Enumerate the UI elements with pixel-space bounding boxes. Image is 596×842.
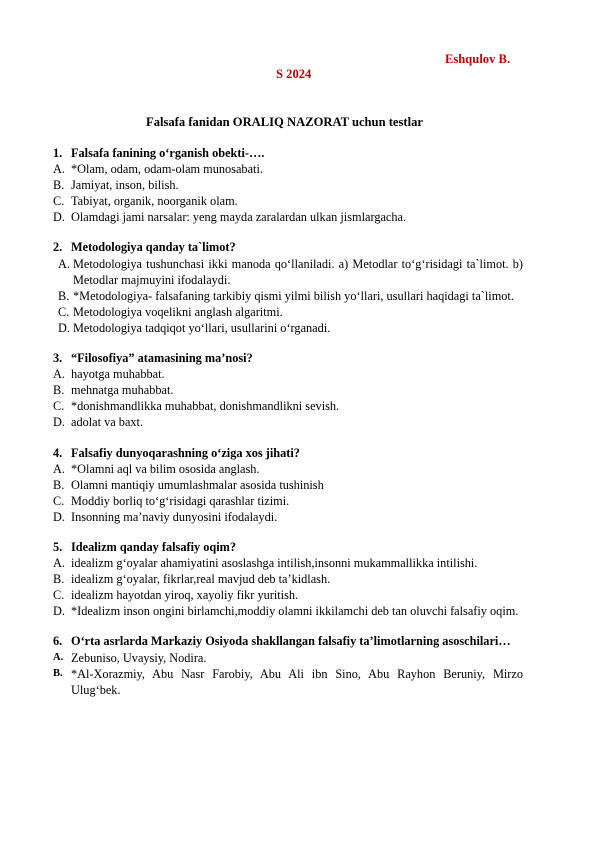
option-letter: D.	[53, 604, 65, 619]
option-letter: A.	[58, 256, 70, 271]
question-text: Falsafa fanining o‘rganish obekti-….	[71, 146, 265, 160]
question-number: 1.	[53, 146, 63, 160]
option-text: Moddiy borliq to‘g‘risidagi qarashlar tizimi.	[71, 493, 290, 508]
option-letter: D.	[53, 415, 65, 430]
answer-option	[53, 288, 523, 304]
answer-option	[53, 256, 523, 288]
option-text: idealizm g‘oyalar ahamiyatini asoslashga intilish,insonni mukammallikka intilishi.	[71, 556, 478, 571]
option-text: *Metodologiya- falsafaning tarkibiy qismi yilmi bilish yo‘llari, usullari haqidagi ta`limot.	[73, 288, 514, 303]
document-code: S 2024	[276, 67, 312, 81]
answer-option	[53, 571, 523, 587]
option-letter: C.	[53, 194, 65, 209]
option-letter: A.	[53, 461, 65, 476]
answer-option	[53, 209, 523, 225]
answer-option	[53, 366, 523, 382]
question-4	[53, 445, 523, 525]
option-text: Insonning ma’naviy dunyosini ifodalaydi.	[71, 509, 278, 524]
answer-option	[53, 587, 523, 603]
option-text: Jamiyat, inson, bilish.	[71, 178, 179, 193]
answer-option	[53, 304, 523, 320]
option-text: hayotga muhabbat.	[71, 367, 165, 382]
option-letter: C.	[53, 588, 65, 603]
option-letter: B.	[53, 178, 65, 193]
option-text: Olamni mantiqiy umumlashmalar asosida tushinish	[71, 477, 324, 492]
option-text: Zebuniso, Uvaysiy, Nodira.	[71, 650, 207, 665]
answer-option	[53, 477, 523, 493]
option-letter: A.	[53, 651, 64, 663]
question-number: 3.	[53, 351, 63, 366]
answer-option	[53, 509, 523, 525]
question-heading	[53, 445, 523, 461]
option-text: mehnatga muhabbat.	[71, 383, 174, 398]
option-letter: D.	[53, 509, 65, 524]
page-title: Falsafa fanidan ORALIQ NAZORAT uchun testlar	[146, 115, 423, 129]
answer-option	[53, 161, 523, 177]
question-2	[53, 239, 523, 336]
question-list	[53, 145, 523, 712]
option-text: *Idealizm inson ongini birlamchi,moddiy olamni ikkilamchi deb tan oluvchi falsafiy oqim.	[71, 604, 519, 619]
option-letter: B.	[58, 288, 70, 303]
option-letter: C.	[58, 304, 70, 319]
option-text: idealizm hayotdan yiroq, xayoliy fikr yuritish.	[71, 588, 299, 603]
question-number: 5.	[53, 539, 63, 554]
answer-option	[53, 414, 523, 430]
answer-option	[53, 603, 523, 619]
question-number: 2.	[53, 240, 63, 255]
question-heading	[53, 350, 523, 366]
answer-option	[53, 650, 523, 666]
answer-option	[53, 382, 523, 398]
answer-option	[53, 555, 523, 571]
question-text: O‘rta asrlarda Markaziy Osiyoda shakllangan falsafiy ta’limotlarning asoschilari…	[71, 634, 511, 649]
question-text: Idealizm qanday falsafiy oqim?	[71, 539, 236, 554]
option-letter: B.	[53, 572, 65, 587]
option-letter: A.	[53, 162, 65, 177]
question-text: “Filosofiya” atamasining ma’nosi?	[71, 351, 253, 366]
option-text: *donishmandlikka muhabbat, donishmandlikni sevish.	[71, 399, 340, 414]
option-text: Metodologiya tushunchasi ikki manoda qo‘llaniladi. a) Metodlar to‘g‘risidagi ta`limot. b) Metodlar majmuyini ifodalaydi.	[73, 256, 523, 287]
question-3	[53, 350, 523, 430]
option-text: *Olam, odam, odam-olam munosabati.	[71, 162, 263, 177]
question-1	[53, 145, 523, 225]
option-text: Metodologiya voqelikni anglash algaritmi.	[73, 304, 283, 319]
question-heading	[53, 633, 523, 649]
answer-option	[53, 493, 523, 509]
question-text: Metodologiya qanday ta`limot?	[71, 240, 236, 255]
option-letter: B.	[53, 477, 65, 492]
option-letter: B.	[53, 667, 63, 679]
question-number: 4.	[53, 445, 63, 460]
option-letter: C.	[53, 399, 65, 414]
answer-option	[53, 398, 523, 414]
option-letter: D.	[58, 320, 70, 335]
author-name: Eshqulov B.	[445, 52, 511, 66]
option-text: idealizm g‘oyalar, fikrlar,real mavjud deb ta’kidlash.	[71, 572, 331, 587]
option-text: Metodologiya tadqiqot yo‘llari, usullarini o‘rganadi.	[73, 320, 331, 335]
option-letter: A.	[53, 556, 65, 571]
option-text: *Olamni aql va bilim ososida anglash.	[71, 461, 260, 476]
question-heading	[53, 145, 523, 161]
question-6	[53, 633, 523, 697]
option-letter: C.	[53, 493, 65, 508]
option-letter: D.	[53, 210, 65, 225]
option-text: Tabiyat, organik, noorganik olam.	[71, 194, 238, 209]
option-text: *Al-Xorazmiy, Abu Nasr Farobiy, Abu Ali ibn Sino, Abu Rayhon Beruniy, Mirzo Ulug‘bek.	[71, 666, 523, 697]
question-heading	[53, 539, 523, 555]
answer-option	[53, 320, 523, 336]
question-heading	[53, 239, 523, 255]
question-text: Falsafiy dunyoqarashning o‘ziga xos jihati?	[71, 445, 300, 460]
option-text: adolat va baxt.	[71, 415, 144, 430]
option-letter: B.	[53, 383, 65, 398]
answer-option	[53, 666, 523, 698]
answer-option	[53, 177, 523, 193]
answer-option	[53, 461, 523, 477]
option-text: Olamdagi jami narsalar: yeng mayda zaralardan ulkan jismlargacha.	[71, 210, 407, 225]
answer-option	[53, 193, 523, 209]
option-letter: A.	[53, 367, 65, 382]
question-5	[53, 539, 523, 619]
question-number: 6.	[53, 634, 63, 649]
